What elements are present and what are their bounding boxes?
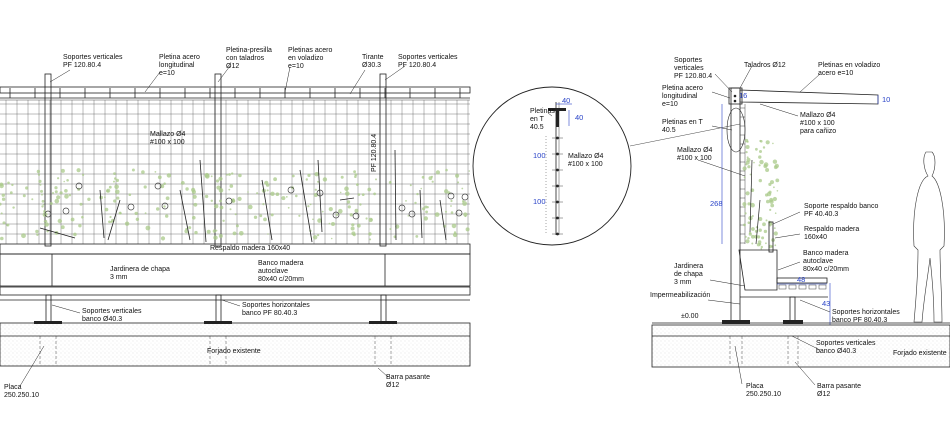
label-sec-forjado: Forjado existente: [893, 350, 947, 357]
label-sec-pletinas-voladizo: Pletinas en voladizo acero e=10: [818, 62, 881, 77]
dim-mid: 100: [533, 151, 546, 160]
label-sec-taladros: Taladros Ø12: [744, 62, 786, 69]
label-pf-vertical: PF 120.80.4: [371, 133, 378, 172]
label-sec-placa: Placa 250.250.10: [746, 383, 782, 398]
section-slab: [652, 325, 950, 367]
label-banco: Banco madera autoclave 80x40 c/20mm: [258, 260, 304, 283]
label-sec-jardinera: Jardinera de chapa 3 mm: [674, 263, 704, 286]
label-jardinera: Jardinera de chapa 3 mm: [110, 266, 170, 281]
label-forjado: Forjado existente: [207, 348, 261, 355]
label-sec-banco: Banco madera autoclave 80x40 c/20mm: [803, 250, 849, 273]
dim-low: 100: [533, 197, 546, 206]
label-soportes-verticales-top: Soportes verticales PF 120.80.4: [63, 54, 123, 69]
dim-48: 48: [797, 275, 806, 284]
label-sec-soporte-respaldo: Soporte respaldo banco PF 40.40.3: [804, 203, 879, 218]
label-soportes-verticales-top2: Soportes verticales PF 120.80.4: [398, 54, 458, 69]
dim-side: 40: [575, 113, 584, 122]
label-sec-impermeabilizacion: Impermeabilización: [650, 292, 711, 299]
label-sec-barra: Barra pasante Ø12: [817, 383, 861, 398]
label-tirante: Tirante Ø30.3: [362, 54, 384, 69]
label-sec-pletinas-t: Pletinas en T 40.5: [662, 119, 703, 134]
label-sec-nivel: ±0.00: [681, 313, 699, 320]
label-soportes-banco: Soportes verticales banco Ø40.3: [82, 308, 142, 323]
dim-16: 16: [739, 91, 748, 100]
label-pletina-longitudinal: Pletina acero longitudinal e=10: [159, 54, 200, 77]
existing-slab: [0, 323, 470, 366]
label-pletina-presilla: Pletina-presilla con taladros Ø12: [226, 47, 272, 70]
label-placa: Placa 250.250.10: [4, 384, 40, 399]
label-sec-respaldo: Respaldo madera 160x40: [804, 226, 860, 241]
label-sec-mallazo-canizo: Mallazo Ø4 #100 x 100 para cañizo: [800, 112, 837, 135]
dim-10: 10: [882, 95, 891, 104]
label-pletinas-t-detail: Pletinas en T 40.5: [530, 108, 555, 131]
label-mallazo: Mallazo Ø4 #100 x 100: [150, 131, 186, 146]
dim-top: 40: [562, 96, 571, 105]
label-sec-mallazo: Mallazo Ø4 #100 x 100: [677, 147, 713, 162]
label-respaldo: Respaldo madera 160x40: [210, 245, 291, 252]
label-sec-pletina-longitudinal: Pletina acero longitudinal e=10: [662, 85, 703, 108]
label-sec-soportes-verticales: Soportes verticales PF 120.80.4: [674, 57, 713, 80]
label-pletinas-voladizo: Pletinas acero en voladizo e=10: [288, 47, 333, 70]
label-mallazo-detail: Mallazo Ø4 #100 x 100: [568, 153, 604, 168]
dim-43: 43: [822, 299, 831, 308]
label-sec-soportes-horizontales: Soportes horizontales banco PF 80.40.3: [832, 309, 900, 324]
dim-268: 268: [710, 199, 723, 208]
label-sec-soportes-verticales-banco: Soportes verticales banco Ø40.3: [816, 340, 876, 355]
label-barra: Barra pasante Ø12: [386, 374, 430, 389]
label-soportes-horizontales: Soportes horizontales banco PF 80.40.3: [242, 302, 310, 317]
